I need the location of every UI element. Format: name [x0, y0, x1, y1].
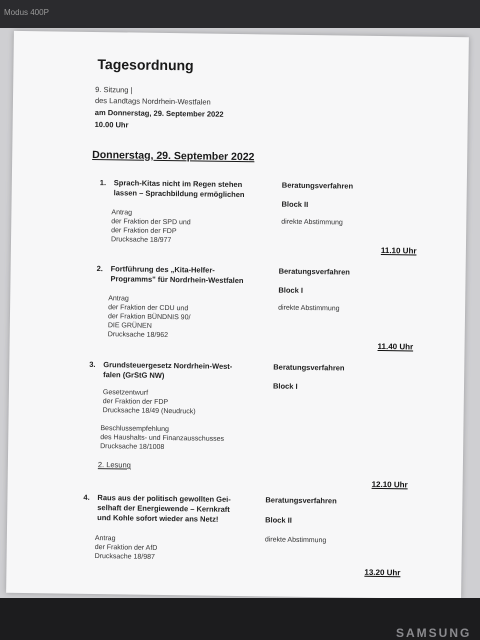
item-time: 13.20 Uhr [364, 567, 401, 578]
reading-label: 2. Lesung [97, 460, 131, 470]
item-time: 11.40 Uhr [377, 341, 414, 352]
block-label: Block II [265, 515, 292, 525]
document-title: Tagesordnung [97, 56, 194, 74]
item-detail: Drucksache 18/49 (Neudruck) [102, 407, 196, 416]
app-title: Modus 400P [4, 8, 49, 17]
session-time: 10.00 Uhr [94, 119, 129, 130]
item-title-line: Fortführung des „Kita-Helfer- [110, 264, 215, 275]
item-detail: Drucksache 18/962 [107, 331, 169, 340]
item-title-line: Programms" für Nordrhein-Westfalen [110, 274, 244, 286]
day-heading: Donnerstag, 29. September 2022 [92, 148, 255, 164]
item-number: 4. [83, 492, 90, 502]
item-detail: der Fraktion der CDU und [108, 304, 189, 313]
monitor-bezel [0, 598, 480, 640]
block-label: Block II [281, 199, 309, 209]
item-detail: der Fraktion BÜNDNIS 90/ [107, 313, 191, 322]
brand-logo: SAMSUNG [396, 626, 472, 640]
item-time: 12.10 Uhr [371, 479, 408, 490]
block-label: Block I [278, 285, 304, 295]
block-label: Block I [272, 381, 298, 391]
vote-label: direkte Abstimmung [264, 536, 327, 545]
item-detail: DIE GRÜNEN [107, 322, 152, 330]
item-detail: der Fraktion der SPD und [111, 218, 191, 227]
item-title-line: Raus aus der politisch gewollten Gei- [97, 493, 231, 504]
session-number: 9. Sitzung | [95, 84, 133, 95]
item-title-line: Grundsteuergesetz Nordrhein-West- [103, 360, 233, 371]
item-detail: Antrag [111, 209, 133, 217]
item-title-line: und Kohle sofort wieder ans Netz! [97, 513, 219, 524]
document-page[interactable] [6, 31, 469, 599]
session-date: am Donnerstag, 29. September 2022 [94, 107, 224, 119]
item-detail: Drucksache 18/1008 [100, 443, 165, 451]
item-detail: der Fraktion der AfD [94, 544, 158, 552]
item-title-line: lassen – Sprachbildung ermöglichen [113, 188, 245, 200]
procedure-label: Beratungsverfahren [273, 362, 345, 373]
item-detail: Drucksache 18/977 [110, 236, 172, 245]
item-detail: der Fraktion der FDP [111, 227, 177, 236]
parliament-name: des Landtags Nordrhein-Westfalen [94, 95, 211, 107]
item-title-line: selhaft der Energiewende – Kernkraft [97, 503, 230, 514]
item-number: 2. [96, 264, 103, 274]
item-title-line: falen (GrStG NW) [103, 370, 165, 380]
item-detail: der Fraktion der FDP [102, 398, 169, 407]
item-detail: Drucksache 18/987 [94, 553, 155, 561]
item-title-line: Sprach-Kitas nicht im Regen stehen [113, 178, 243, 190]
item-number: 1. [99, 178, 107, 188]
procedure-label: Beratungsverfahren [265, 495, 337, 506]
item-detail: Beschlussempfehlung [100, 425, 169, 434]
item-detail: des Haushalts- und Finanzausschusses [100, 434, 225, 443]
item-detail: Antrag [108, 295, 129, 303]
item-number: 3. [89, 359, 96, 370]
vote-label: direkte Abstimmung [281, 218, 343, 227]
item-time: 11.10 Uhr [380, 245, 417, 256]
procedure-label: Beratungsverfahren [278, 266, 350, 277]
item-detail: Antrag [94, 535, 116, 543]
item-detail: Gesetzentwurf [102, 389, 149, 397]
procedure-label: Beratungsverfahren [281, 180, 354, 191]
vote-label: direkte Abstimmung [278, 304, 340, 313]
monitor-top-bar [0, 0, 480, 28]
